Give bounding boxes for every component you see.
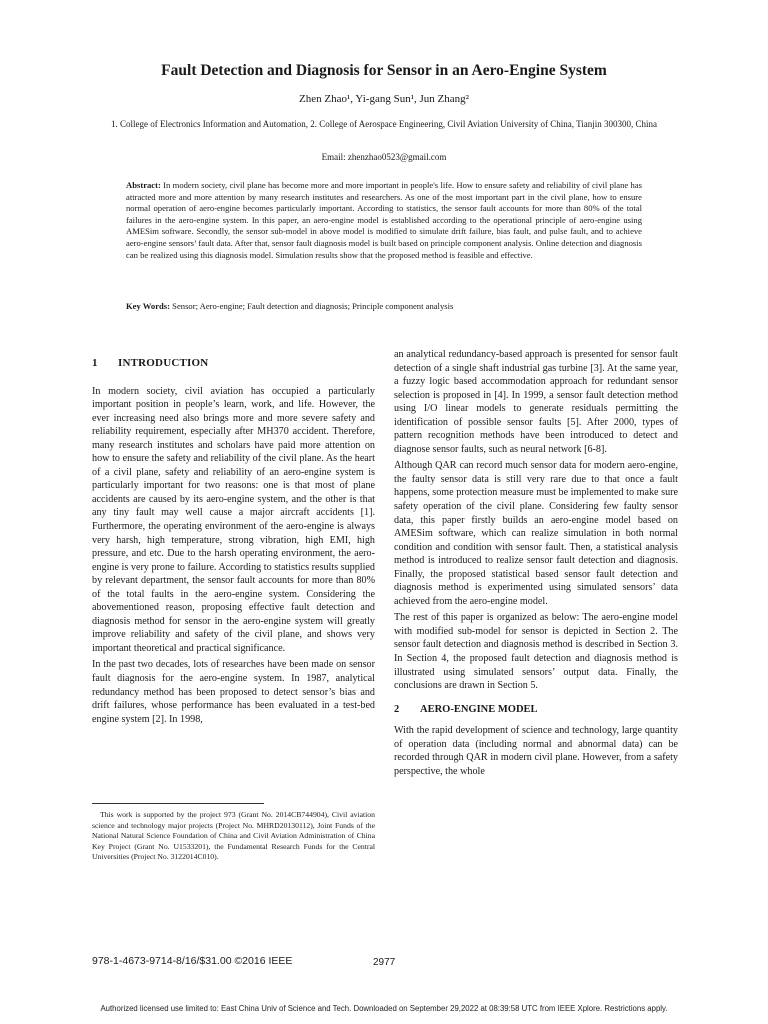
paper-title: Fault Detection and Diagnosis for Sensor in an Aero-Engine System (161, 62, 607, 79)
isbn-copyright: 978-1-4673-9714-8/16/$31.00 ©2016 IEEE (92, 955, 293, 967)
page-number: 2977 (373, 957, 396, 968)
paragraph: With the rapid development of science and technology, large quantity of operation data (including normal and abnormal data) can be recorded through QAR in modern civil plane. However, from a safety perspective, the whole (394, 725, 678, 777)
author-email: Email: zhenzhao0523@gmail.com (321, 152, 447, 162)
section-heading-introduction (92, 357, 375, 371)
keywords-text: Sensor; Aero-engine; Fault detection and diagnosis; Principle component analysis (172, 301, 454, 311)
paragraph: Although QAR can record much sensor data for modern aero-engine, the faulty sensor data is still very rare due to that once a fault happens, some protection measure must be implemented to make sure safety operation of the civil plane. Considering few faulty sensor data, this paper firstly builds an aero-engine model based on AMESim software, which can realize simulation in both normal condition and condition with sensor fault. Then, a statistical analysis method is introduced to realize sensor fault detection and diagnosis. Finally, the proposed statistical based sensor fault detection and diagnosis method is experimented using simulated sensors’ data achieved from the aero-engine model. (394, 460, 678, 607)
section-title: AERO-ENGINE MODEL (420, 703, 538, 715)
keywords-label: Key Words: (126, 301, 171, 311)
author-list: Zhen Zhao¹, Yi-gang Sun¹, Jun Zhang² (299, 93, 469, 105)
license-notice: Authorized licensed use limited to: East China Univ of Science and Tech. Downloaded on September 29,2022 at 08:39:58 UTC from IEEE Xplore. Restrictions apply. (100, 1004, 668, 1013)
left-column (92, 357, 375, 729)
keywords (126, 301, 642, 313)
right-column (394, 348, 678, 781)
abstract (126, 180, 642, 261)
section-number: 2 (394, 703, 400, 715)
section-heading-aero-engine-model (394, 703, 678, 717)
paragraph: The rest of this paper is organized as below: The aero-engine model with modified sub-model for sensor is depicted in Section 2. The sensor fault detection and diagnosis method is described in Section 3. In Section 4, the proposed fault detection and diagnosis method is illustrated using simulated sensors’ output data. Finally, the conclusions are drawn in Section 5. (394, 612, 678, 692)
paragraph: In modern society, civil aviation has occupied a particularly important position in people’s learn, work, and life. However, the ever increasing need also brings more and more severe safety and reliability requirement, especially after MH370 accident. Therefore, many research institutes and scholars have paid more attention on how to ensure the safety and reliability of the civil plane. As the heart of a civil plane, safety and reliability of an aero-engine system is particularly important for two reasons: one is that most of plane accidents are caused by its aero-engine system, and the other is that any tiny fault may well cause a major aircraft accidents [1]. Furthermore, the operating environment of the aero-engine is always very harsh, high temperature, strong vibration, high EMI, high pressure, and etc. Due to the harsh operating environment, the aero-engine is very prone to failure. According to statistics results supplied by relevant department, the sensor fault accounts for more than 80% of the total faults in the aero-engine system. Considering the abovementioned reason, proposing effective fault detection and diagnosis method for sensor in the aero-engine system will greatly improve reliability and safety of the civil plane, and shows very important theoretical and practical significance. (92, 385, 375, 654)
abstract-label: Abstract: (126, 180, 161, 190)
section-number: 1 (92, 357, 98, 369)
footnote-divider (92, 803, 264, 804)
footnote-text: This work is supported by the project 973 (Grant No. 2014CB744904), Civil aviation science and technology major projects (Project No. MHRD20130112), Joint Funds of the National Natural Science Foundation of China and Civil Aviation Administration of China Key Project (Grant No. U1533201), the Fundamental Research Funds for the Central Universities (Project No. 3122014C010). (92, 810, 375, 861)
paragraph: an analytical redundancy-based approach is presented for sensor fault detection of a single shaft industrial gas turbine [3]. At the same year, a fuzzy logic based accommodation approach for redundant sensor selection is proposed in [4]. In 1999, a sensor fault detection method using I/O linear models to generate residuals permitting the identification of possible sensor faults [5]. After 2000, types of pattern recognition methods have been introduced to detect and diagnose sensor faults, such as neural network [6-8]. (394, 349, 678, 455)
paragraph: In the past two decades, lots of researches have been made on sensor fault diagnosis for the aero-engine system. In 1987, analytical redundancy method has been proposed to detect sensor’s bias and drift failures, whose performance has been evaluated in a test-bed engine system [2]. In 1998, (92, 659, 375, 725)
footnote (92, 810, 375, 863)
abstract-text: In modern society, civil plane has become more and more important in people's life. How to ensure safety and reliability of civil plane has attracted more and more attention by many research institutes and researchers. As one of the most important part in the civil plane, how to ensure normal operation of aero-engine becomes particularly important. According to statistics, the sensor fault accounts for more than 80% of the total failures in the aero-engine system. In this paper, an aero-engine model is established according to the operational principle of aero-engine using AMESim software. Secondly, the sensor sub-model in above model is modified to simulate drift failure, bias fault, and pulse fault, and to achieve aero-engine sensors’ fault data. After that, sensor fault diagnosis model is built based on principle component analysis. Online detection and diagnosis can be realized using this diagnosis model. Simulation results show that the proposed method is feasible and effective. (126, 180, 642, 260)
affiliation: 1. College of Electronics Information and Automation, 2. College of Aerospace Engineering, Civil Aviation University of China, Tianjin 300300, China (111, 119, 657, 129)
section-title: INTRODUCTION (118, 357, 209, 369)
